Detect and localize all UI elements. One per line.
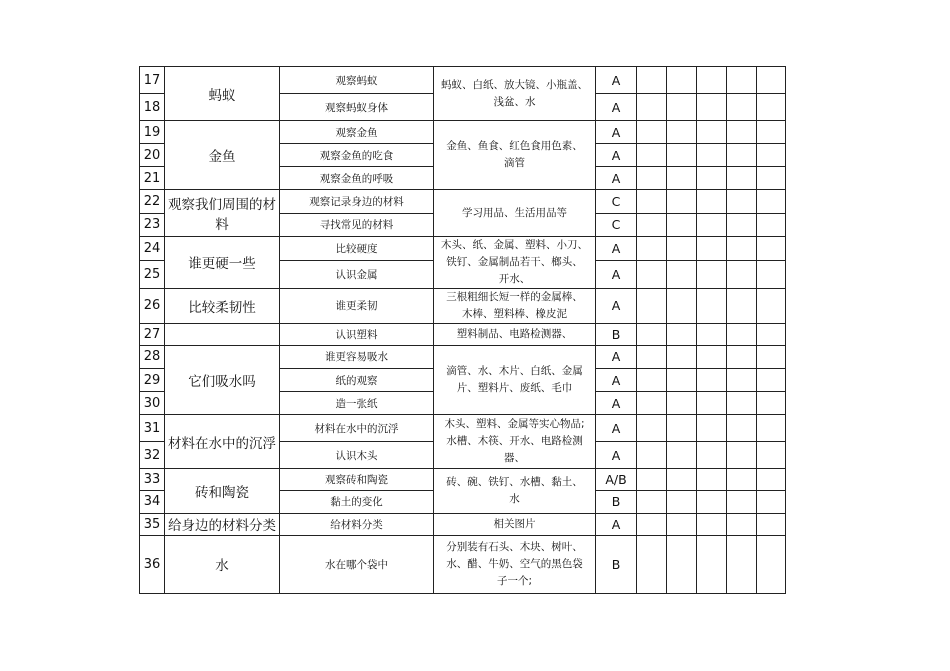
materials-line: 相关图片 [493, 517, 536, 530]
lesson-number-cell: 24 [140, 236, 165, 260]
materials-line: 学习用品、生活用品等 [462, 206, 567, 219]
table-row [140, 469, 786, 491]
level-cell: A/B [596, 469, 637, 491]
lesson-number-cell: 35 [140, 513, 165, 535]
table-row [140, 323, 786, 345]
level-cell: A [596, 415, 637, 442]
lesson-number-cell: 29 [140, 369, 165, 392]
level-cell: A [596, 121, 637, 144]
level-cell: B [596, 323, 637, 345]
lesson-number-cell: 23 [140, 213, 165, 236]
empty-check-cell [667, 236, 697, 260]
empty-check-cell [757, 236, 786, 260]
empty-check-cell [727, 288, 757, 323]
empty-check-cell [667, 469, 697, 491]
unit-name-cell: 比较柔韧性 [165, 288, 280, 323]
unit-name-cell: 水 [165, 535, 280, 593]
lesson-number-cell: 19 [140, 121, 165, 144]
materials-cell [434, 288, 596, 323]
empty-check-cell [637, 121, 667, 144]
table-row [140, 415, 786, 442]
empty-check-cell [697, 167, 727, 190]
empty-check-cell [637, 260, 667, 288]
empty-check-cell [757, 67, 786, 94]
empty-check-cell [667, 392, 697, 415]
empty-check-cell [697, 323, 727, 345]
empty-check-cell [727, 213, 757, 236]
materials-line: 三根粗细长短一样的金属棒、 [446, 290, 583, 303]
empty-check-cell [757, 94, 786, 121]
empty-check-cell [637, 442, 667, 469]
empty-check-cell [697, 94, 727, 121]
empty-check-cell [757, 121, 786, 144]
empty-check-cell [637, 323, 667, 345]
empty-check-cell [757, 469, 786, 491]
materials-cell [434, 345, 596, 414]
table-row [140, 288, 786, 323]
empty-check-cell [667, 288, 697, 323]
materials-line: 塑料制品、电路检测器、 [456, 327, 573, 340]
materials-line: 片、塑料片、废纸、毛巾 [456, 382, 573, 395]
level-cell: A [596, 392, 637, 415]
level-cell: A [596, 236, 637, 260]
level-cell: A [596, 94, 637, 121]
empty-check-cell [697, 513, 727, 535]
lesson-number-cell: 36 [140, 535, 165, 593]
table-row [140, 513, 786, 535]
empty-check-cell [637, 67, 667, 94]
empty-check-cell [697, 236, 727, 260]
materials-line: 铁钉、金属制品若干、榔头、 [446, 255, 583, 268]
empty-check-cell [727, 442, 757, 469]
empty-check-cell [697, 491, 727, 513]
lesson-title-cell: 材料在水中的沉浮 [280, 415, 434, 442]
lesson-title-cell: 谁更容易吸水 [280, 345, 434, 368]
lesson-title-cell: 认识金属 [280, 260, 434, 288]
empty-check-cell [757, 144, 786, 167]
empty-check-cell [697, 260, 727, 288]
unit-name-cell: 谁更硬一些 [165, 236, 280, 288]
level-cell: A [596, 144, 637, 167]
lesson-number-cell: 17 [140, 67, 165, 94]
materials-line: 浅盆、水 [493, 95, 536, 108]
empty-check-cell [637, 213, 667, 236]
empty-check-cell [757, 442, 786, 469]
empty-check-cell [637, 513, 667, 535]
empty-check-cell [727, 121, 757, 144]
lesson-number-cell: 22 [140, 190, 165, 213]
lesson-title-cell: 寻找常见的材料 [280, 213, 434, 236]
empty-check-cell [697, 345, 727, 368]
level-cell: C [596, 190, 637, 213]
empty-check-cell [757, 213, 786, 236]
table-row [140, 345, 786, 368]
lesson-number-cell: 26 [140, 288, 165, 323]
unit-name-cell: 材料在水中的沉浮 [165, 415, 280, 469]
empty-check-cell [697, 442, 727, 469]
table-row [140, 236, 786, 260]
empty-check-cell [667, 213, 697, 236]
unit-name-cell: 给身边的材料分类 [165, 513, 280, 535]
level-cell: B [596, 491, 637, 513]
empty-check-cell [757, 345, 786, 368]
level-cell: B [596, 535, 637, 593]
empty-check-cell [637, 535, 667, 593]
lesson-number-cell: 30 [140, 392, 165, 415]
level-cell: A [596, 345, 637, 368]
materials-line: 滴管 [504, 157, 525, 170]
empty-check-cell [727, 190, 757, 213]
empty-check-cell [727, 469, 757, 491]
level-cell: A [596, 260, 637, 288]
level-cell: C [596, 213, 637, 236]
table-row [140, 121, 786, 144]
level-cell: A [596, 167, 637, 190]
lesson-title-cell: 给材料分类 [280, 513, 434, 535]
empty-check-cell [757, 415, 786, 442]
materials-line: 水、醋、牛奶、空气的黑色袋 [446, 557, 583, 570]
lesson-number-cell: 18 [140, 94, 165, 121]
empty-check-cell [667, 491, 697, 513]
level-cell: A [596, 288, 637, 323]
table-body [140, 67, 786, 594]
lesson-number-cell: 21 [140, 167, 165, 190]
lesson-number-cell: 34 [140, 491, 165, 513]
unit-name-cell: 蚂蚁 [165, 67, 280, 121]
empty-check-cell [667, 167, 697, 190]
empty-check-cell [697, 392, 727, 415]
empty-check-cell [667, 190, 697, 213]
empty-check-cell [667, 369, 697, 392]
level-cell: A [596, 513, 637, 535]
lesson-title-cell: 黏土的变化 [280, 491, 434, 513]
empty-check-cell [697, 369, 727, 392]
lesson-title-cell: 纸的观察 [280, 369, 434, 392]
materials-line: 蚂蚁、白纸、放大镜、小瓶盖、 [441, 78, 588, 91]
empty-check-cell [757, 535, 786, 593]
empty-check-cell [667, 513, 697, 535]
table-row [140, 190, 786, 213]
unit-name-cell: 金鱼 [165, 121, 280, 190]
empty-check-cell [667, 415, 697, 442]
empty-check-cell [667, 323, 697, 345]
unit-name-cell: 它们吸水吗 [165, 345, 280, 414]
materials-line: 木头、塑料、金属等实心物品; [444, 418, 585, 431]
level-cell: A [596, 67, 637, 94]
materials-line: 砖、碗、铁钉、水槽、黏土、 [446, 475, 583, 488]
empty-check-cell [637, 491, 667, 513]
materials-line: 分别装有石头、木块、树叶、 [446, 540, 583, 553]
empty-check-cell [727, 236, 757, 260]
empty-check-cell [667, 144, 697, 167]
lesson-title-cell: 比较硬度 [280, 236, 434, 260]
empty-check-cell [727, 144, 757, 167]
materials-cell [434, 535, 596, 593]
materials-line: 木头、纸、金属、塑料、小刀、 [441, 238, 588, 251]
empty-check-cell [637, 190, 667, 213]
empty-check-cell [727, 323, 757, 345]
empty-check-cell [637, 167, 667, 190]
empty-check-cell [667, 67, 697, 94]
lesson-number-cell: 25 [140, 260, 165, 288]
empty-check-cell [667, 121, 697, 144]
empty-check-cell [667, 260, 697, 288]
empty-check-cell [697, 67, 727, 94]
empty-check-cell [637, 144, 667, 167]
empty-check-cell [637, 415, 667, 442]
empty-check-cell [637, 288, 667, 323]
level-cell: A [596, 442, 637, 469]
empty-check-cell [637, 236, 667, 260]
lesson-number-cell: 27 [140, 323, 165, 345]
materials-schedule-table [139, 66, 786, 594]
materials-cell [434, 513, 596, 535]
lesson-title-cell: 观察蚂蚁身体 [280, 94, 434, 121]
empty-check-cell [637, 94, 667, 121]
level-cell: A [596, 369, 637, 392]
empty-check-cell [727, 513, 757, 535]
table-row [140, 67, 786, 94]
lesson-title-cell: 观察砖和陶瓷 [280, 469, 434, 491]
empty-check-cell [697, 144, 727, 167]
materials-line: 开水、 [498, 272, 531, 285]
empty-check-cell [727, 369, 757, 392]
lesson-title-cell: 认识塑料 [280, 323, 434, 345]
materials-cell [434, 415, 596, 469]
table-row [140, 535, 786, 593]
materials-line: 水 [509, 492, 520, 505]
empty-check-cell [637, 392, 667, 415]
empty-check-cell [757, 260, 786, 288]
empty-check-cell [667, 345, 697, 368]
empty-check-cell [757, 369, 786, 392]
empty-check-cell [727, 260, 757, 288]
empty-check-cell [757, 513, 786, 535]
empty-check-cell [667, 94, 697, 121]
lesson-title-cell: 观察金鱼 [280, 121, 434, 144]
empty-check-cell [697, 213, 727, 236]
lesson-title-cell: 水在哪个袋中 [280, 535, 434, 593]
empty-check-cell [697, 535, 727, 593]
lesson-number-cell: 31 [140, 415, 165, 442]
lesson-number-cell: 32 [140, 442, 165, 469]
empty-check-cell [667, 535, 697, 593]
lesson-title-cell: 造一张纸 [280, 392, 434, 415]
lesson-title-cell: 观察金鱼的吃食 [280, 144, 434, 167]
materials-line: 子一个; [496, 574, 533, 587]
empty-check-cell [727, 491, 757, 513]
lesson-number-cell: 20 [140, 144, 165, 167]
empty-check-cell [727, 392, 757, 415]
materials-line: 水槽、木筷、开水、电路检测 [446, 435, 583, 448]
empty-check-cell [697, 190, 727, 213]
empty-check-cell [757, 167, 786, 190]
empty-check-cell [667, 442, 697, 469]
empty-check-cell [757, 288, 786, 323]
lesson-title-cell: 观察记录身边的材料 [280, 190, 434, 213]
empty-check-cell [727, 167, 757, 190]
empty-check-cell [727, 535, 757, 593]
empty-check-cell [697, 469, 727, 491]
empty-check-cell [727, 415, 757, 442]
empty-check-cell [757, 323, 786, 345]
lesson-number-cell: 28 [140, 345, 165, 368]
empty-check-cell [727, 94, 757, 121]
empty-check-cell [697, 288, 727, 323]
empty-check-cell [637, 469, 667, 491]
materials-cell [434, 469, 596, 513]
materials-cell [434, 323, 596, 345]
empty-check-cell [637, 345, 667, 368]
unit-name-cell: 砖和陶瓷 [165, 469, 280, 513]
materials-line: 金鱼、鱼食、红色食用色素、 [446, 140, 583, 153]
lesson-title-cell: 谁更柔韧 [280, 288, 434, 323]
empty-check-cell [637, 369, 667, 392]
empty-check-cell [757, 491, 786, 513]
lesson-number-cell: 33 [140, 469, 165, 491]
materials-line: 木棒、塑料棒、橡皮泥 [462, 307, 567, 320]
unit-name-cell [165, 323, 280, 345]
materials-cell [434, 67, 596, 121]
materials-cell [434, 236, 596, 288]
empty-check-cell [697, 121, 727, 144]
materials-line: 滴管、水、木片、白纸、金属 [446, 365, 583, 378]
materials-cell [434, 190, 596, 236]
empty-check-cell [727, 345, 757, 368]
empty-check-cell [757, 392, 786, 415]
empty-check-cell [757, 190, 786, 213]
empty-check-cell [727, 67, 757, 94]
materials-line: 器、 [504, 452, 525, 465]
materials-cell [434, 121, 596, 190]
lesson-title-cell: 观察金鱼的呼吸 [280, 167, 434, 190]
unit-name-cell: 观察我们周围的材料 [165, 190, 280, 236]
empty-check-cell [697, 415, 727, 442]
lesson-title-cell: 认识木头 [280, 442, 434, 469]
lesson-title-cell: 观察蚂蚁 [280, 67, 434, 94]
